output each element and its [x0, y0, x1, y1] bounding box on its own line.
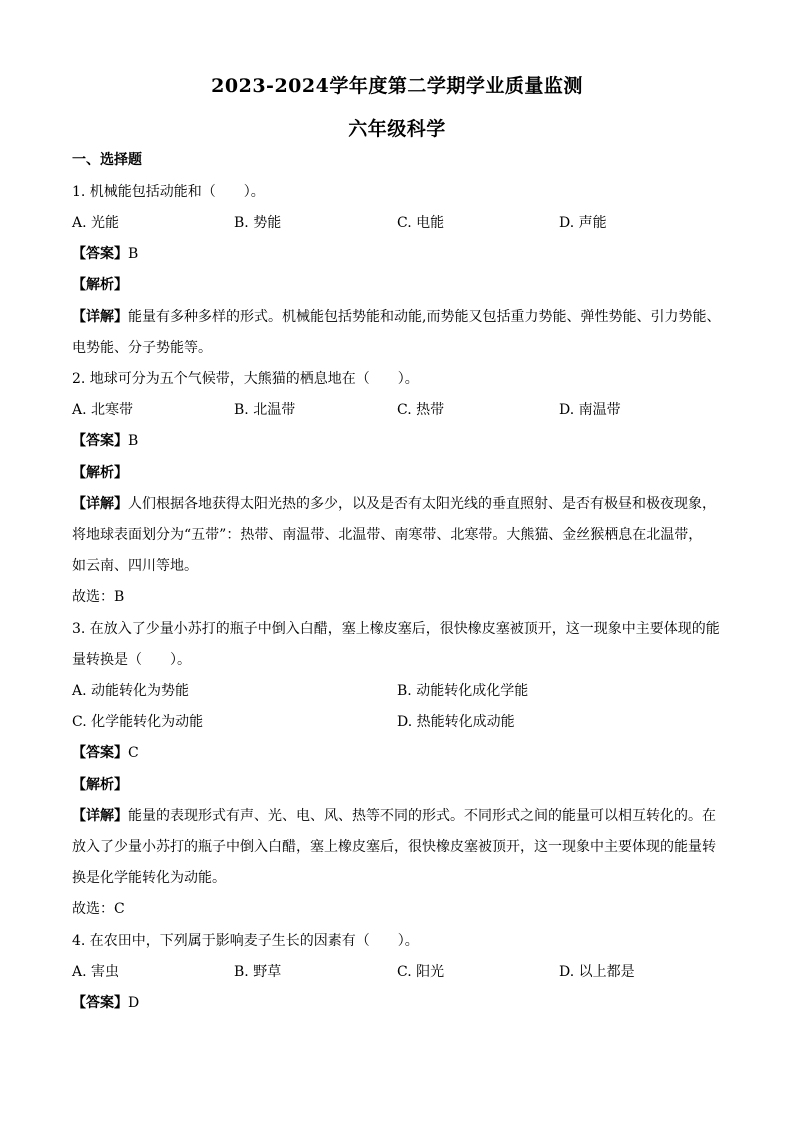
question-3-analysis-label: 【解析】: [72, 777, 128, 793]
question-1-analysis-label: 【解析】: [72, 277, 128, 293]
question-3-detail-line-2: 放入了少量小苏打的瓶子中倒入白醋，塞上橡皮塞后，很快橡皮塞被顶开，这一现象中主要体现的能量转: [72, 839, 716, 855]
question-2-option-d: D. 南温带: [559, 402, 621, 418]
answer-value: B: [128, 433, 139, 449]
question-1-option-c: C. 电能: [397, 215, 445, 231]
answer-value: C: [128, 745, 139, 761]
page-title: 2023-2024学年度第二学期学业质量监测: [211, 75, 583, 97]
question-1-stem: 1. 机械能包括动能和（ ）。: [72, 184, 265, 200]
detail-label: 【详解】: [72, 496, 128, 512]
question-3-detail-line-3: 换是化学能转化为动能。: [72, 870, 226, 886]
question-4-stem: 4. 在农田中，下列属于影响麦子生长的因素有（ ）。: [72, 933, 419, 949]
question-3-stem-line-2: 量转换是（ ）。: [72, 652, 191, 668]
question-3-answer: [72, 743, 722, 763]
answer-value: B: [128, 246, 139, 262]
question-3-option-c: C. 化学能转化为动能: [72, 714, 204, 730]
question-1-option-d: D. 声能: [559, 215, 607, 231]
question-1-detail-line-2: 电势能、分子势能等。: [72, 340, 212, 356]
question-3-option-b: B. 动能转化成化学能: [397, 683, 529, 699]
detail-label: 【详解】: [72, 808, 128, 824]
question-2-option-a: A. 北寒带: [72, 402, 134, 418]
question-1-option-b: B. 势能: [234, 215, 282, 231]
question-2-detail-line-2: 将地球表面划分为“五带”：热带、南温带、北温带、南寒带、北寒带。大熊猫、金丝猴栖息在北温带，: [72, 527, 703, 543]
detail-label: 【详解】: [72, 309, 128, 325]
question-1-answer: [72, 244, 722, 264]
question-2-analysis-label: 【解析】: [72, 465, 128, 481]
question-3-detail-line-1: [72, 806, 722, 826]
answer-label: 【答案】: [72, 995, 128, 1011]
question-3-option-d: D. 热能转化成动能: [397, 714, 515, 730]
question-2-option-c: C. 热带: [397, 402, 445, 418]
question-2-option-b: B. 北温带: [234, 402, 296, 418]
question-4-answer: [72, 993, 722, 1013]
question-4-option-d: D. 以上都是: [559, 964, 635, 980]
question-3-stem-line-1: 3. 在放入了少量小苏打的瓶子中倒入白醋，塞上橡皮塞后，很快橡皮塞被顶开，这一现象中主要体现的能: [72, 621, 720, 637]
question-2-answer: [72, 431, 722, 451]
question-3-conclusion: 故选：C: [72, 901, 125, 917]
section-heading: 一、选择题: [72, 152, 142, 168]
question-1-detail-line-1: [72, 307, 722, 327]
question-1-option-a: A. 光能: [72, 215, 120, 231]
answer-label: 【答案】: [72, 433, 128, 449]
detail-text: 能量有多种多样的形式。机械能包括势能和动能,而势能又包括重力势能、弹性势能、引力势能、: [128, 309, 721, 325]
question-4-option-a: A. 害虫: [72, 964, 120, 980]
answer-value: D: [128, 995, 140, 1011]
question-4-option-c: C. 阳光: [397, 964, 445, 980]
detail-text: 能量的表现形式有声、光、电、风、热等不同的形式。不同形式之间的能量可以相互转化的。在: [128, 808, 716, 824]
question-2-detail-line-1: [72, 494, 722, 514]
question-2-detail-line-3: 如云南、四川等地。: [72, 558, 198, 574]
question-2-conclusion: 故选：B: [72, 589, 125, 605]
page-subtitle: 六年级科学: [348, 118, 446, 140]
answer-label: 【答案】: [72, 745, 128, 761]
question-3-option-a: A. 动能转化为势能: [72, 683, 190, 699]
question-2-stem: 2. 地球可分为五个气候带，大熊猫的栖息地在（ ）。: [72, 371, 419, 387]
answer-label: 【答案】: [72, 246, 128, 262]
question-4-option-b: B. 野草: [234, 964, 282, 980]
detail-text: 人们根据各地获得太阳光热的多少，以及是否有太阳光线的垂直照射、是否有极昼和极夜现象，: [128, 496, 716, 512]
